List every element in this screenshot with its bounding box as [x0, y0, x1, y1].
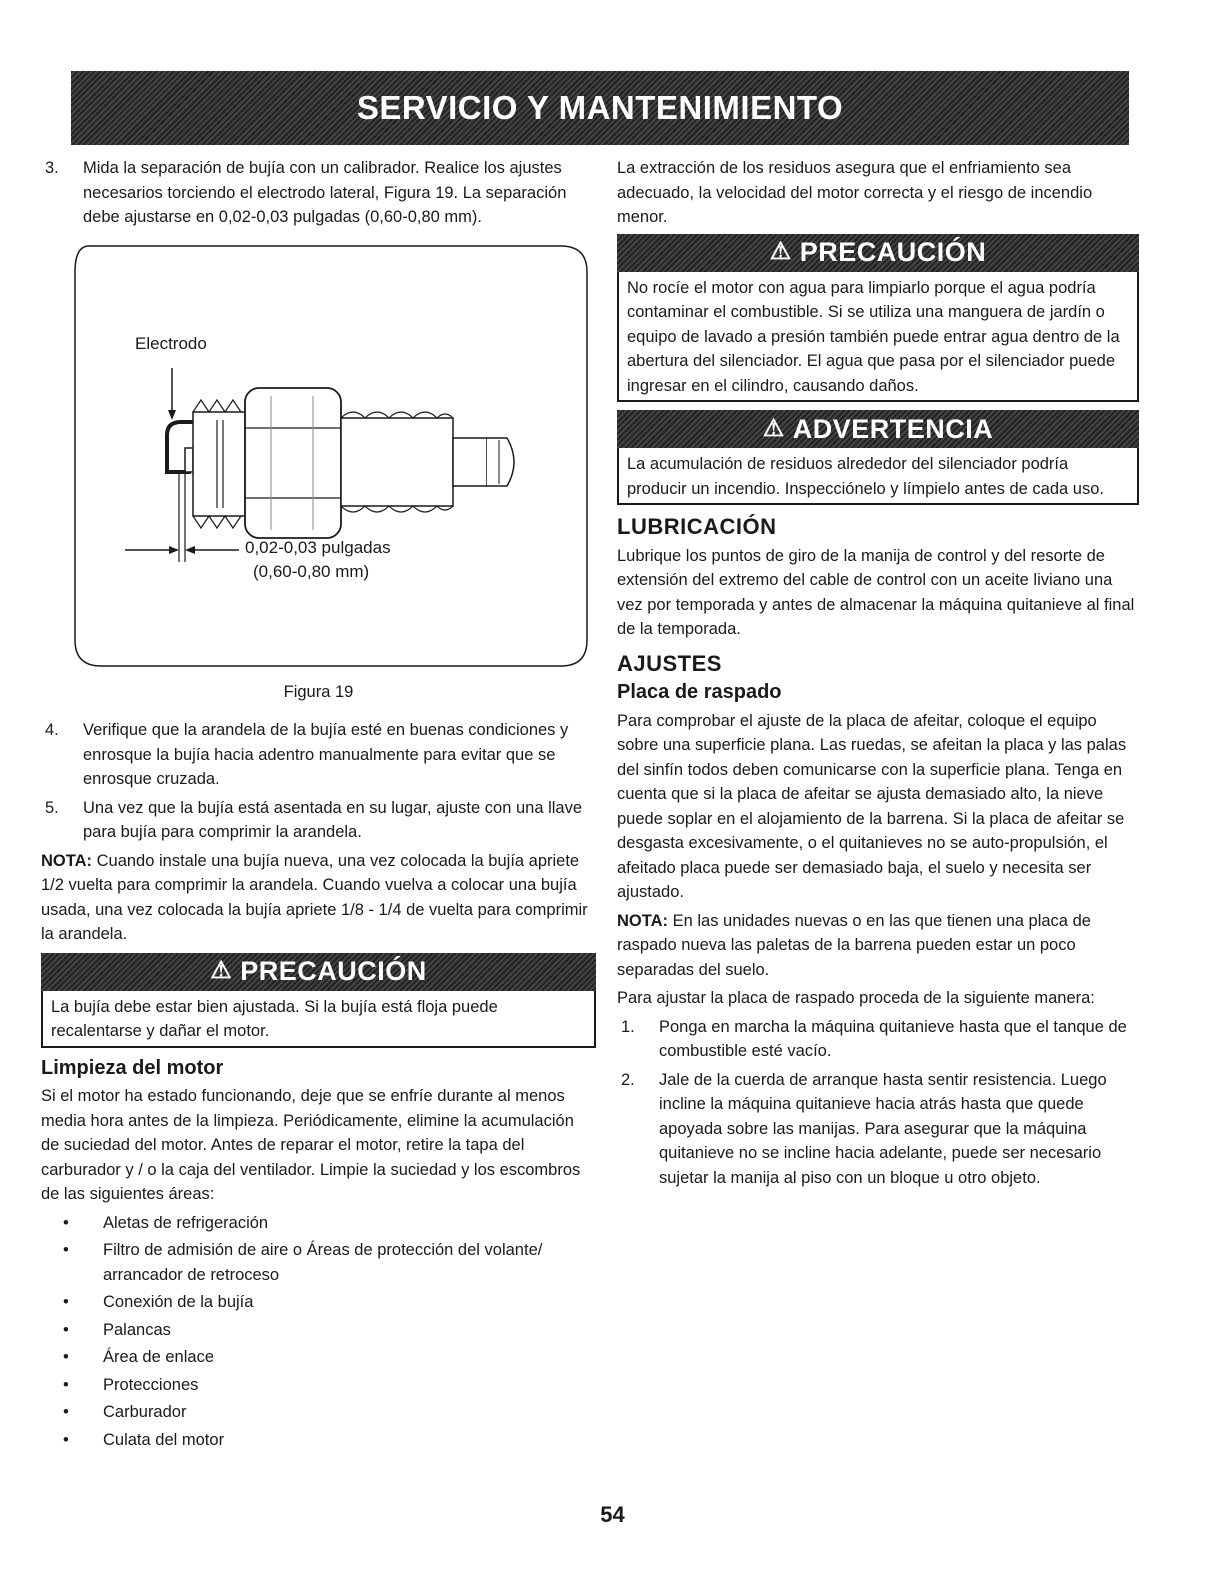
bullet-icon: •: [63, 1320, 69, 1339]
list-item: [41, 1290, 596, 1315]
figure-19: [41, 240, 597, 670]
caution-title: PRECAUCIÓN: [799, 237, 987, 268]
spark-plug-diagram: [41, 240, 597, 670]
note-label: NOTA:: [617, 911, 669, 930]
caution-title: PRECAUCIÓN: [240, 956, 427, 987]
list-item-text: Culata del motor: [103, 1430, 225, 1449]
caution-header: [617, 234, 1139, 272]
list-item-text: Protecciones: [103, 1375, 199, 1394]
list-item: [41, 1318, 596, 1343]
procedure-intro: Para ajustar la placa de raspado proceda de la siguiente manera:: [617, 989, 1095, 1007]
note-paragraph: [41, 849, 596, 947]
list-item-text: Carburador: [103, 1403, 187, 1421]
caution-box: [41, 991, 596, 1048]
lubrication-heading: LUBRICACIÓN: [617, 514, 777, 539]
note-label: NOTA:: [41, 851, 93, 870]
bullet-icon: •: [63, 1375, 69, 1394]
left-column: [41, 156, 596, 1455]
step-2: [617, 1068, 1139, 1191]
bullet-icon: •: [63, 1241, 69, 1259]
list-item-text: Filtro de admisión de aire o Áreas de protección del volante/ arrancador de retroceso: [103, 1241, 543, 1284]
note-text: Cuando instale una bujía nueva, una vez colocada la bujía apriete 1/2 vuelta para comprimir la arandela. Cuando vuelva a colocar una bujía usada, una vez colocada la bujía apriete 1/8 - 1/4 de vuelta para comprimir la arandela.: [41, 851, 588, 943]
debris-intro: La extracción de los residuos asegura que el enfriamiento sea adecuado, la velocidad del motor correcta y el riesgo de incendio menor.: [617, 159, 1093, 226]
bullet-icon: •: [63, 1213, 69, 1232]
step-text: Mida la separación de bujía con un calibrador. Realice los ajustes necesarios torciendo el electrodo lateral, Figura 19. La separación debe ajustarse en 0,02-0,03 pulgadas (0,60-0,80 mm).: [83, 159, 567, 226]
bullet-icon: •: [63, 1348, 69, 1366]
page-title: SERVICIO Y MANTENIMIENTO: [356, 89, 844, 126]
list-item: [41, 1428, 596, 1453]
step-5: [41, 796, 596, 845]
list-item: [41, 1238, 596, 1287]
step-number: 1.: [621, 1017, 635, 1036]
label-gap-mm: (0,60-0,80 mm): [253, 561, 370, 581]
scraper-plate-heading: Placa de raspado: [617, 681, 782, 703]
lubrication-text: Lubrique los puntos de giro de la manija de control y del resorte de extensión del extremo del cable de control con un aceite liviano una vez por temporada y antes de almacenar la máquina quitanieve al final de la temporada.: [617, 546, 1135, 638]
caution-text: No rocíe el motor con agua para limpiarlo porque el agua podría contaminar el combustible. Si se utiliza una manguera de jardín o equipo de lavado a presión también puede entrar agua dentro de la abertura del silenciador. El agua que pasa por el silenciador puede ingresar en el cilindro, causando daños.: [627, 278, 1120, 395]
adjustments-heading: AJUSTES: [617, 650, 722, 676]
step-number: 2.: [621, 1070, 635, 1089]
engine-cleaning-text: Si el motor ha estado funcionando, deje que se enfríe durante al menos media hora antes de la limpieza. Periódicamente, elimine la acumulación de suciedad del motor. Antes de reparar el motor, retire la tapa del carburador y / o la caja del ventilador. Limpie la suciedad y los escombros de las siguientes áreas:: [41, 1087, 581, 1203]
caution-header: [41, 953, 596, 991]
note-paragraph: [617, 909, 1139, 983]
list-item-text: Área de enlace: [103, 1348, 214, 1366]
bullet-icon: •: [63, 1293, 69, 1311]
warning-text: La acumulación de residuos alrededor del silenciador podría producir un incendio. Inspecciónelo y límpielo antes de cada uso.: [627, 455, 1104, 498]
list-item: [41, 1400, 596, 1425]
warning-triangle-icon: ⚠: [769, 238, 792, 266]
scraper-plate-text: Para comprobar el ajuste de la placa de afeitar, coloque el equipo sobre una superficie plana. Las ruedas, se afeitan la placa y las palas del sinfín todos deben comunicarse con la superficie plana. Tenga en cuenta que si la placa de afeitar se ajusta demasiado alto, la nieve puede soplar en el alojamiento de la barrena. Si la placa de afeitar se desgasta excesivamente, o el quitanieves no se auto-propulsión, el afeitado placa puede ser demasiado baja, el suelo y necesita ser ajustado.: [617, 711, 1127, 901]
list-item-text: Aletas de refrigeración: [103, 1213, 269, 1232]
label-electrode: Electrodo: [135, 333, 207, 353]
step-text: Ponga en marcha la máquina quitanieve hasta que el tanque de combustible esté vacío.: [659, 1017, 1127, 1060]
figure-caption: Figura 19: [283, 682, 354, 701]
step-text: Verifique que la arandela de la bujía esté en buenas condiciones y enrosque la bujía hacia adentro manualmente para evitar que se enrosque cruzada.: [83, 721, 569, 788]
caution-text: La bujía debe estar bien ajustada. Si la bujía está floja puede recalentarse y dañar el motor.: [51, 997, 498, 1040]
list-item: [41, 1211, 596, 1236]
step-text: Una vez que la bujía está asentada en su lugar, ajuste con una llave para bujía para comprimir la arandela.: [83, 798, 583, 841]
warning-triangle-icon: ⚠: [210, 957, 233, 985]
cleaning-areas-list: [41, 1211, 596, 1453]
label-gap-inches: 0,02-0,03 pulgadas: [245, 537, 391, 557]
section-banner: [71, 71, 1129, 145]
step-text: Jale de la cuerda de arranque hasta sentir resistencia. Luego incline la máquina quitanieve hacia atrás hasta que quede apoyada sobre las manijas. Para asegurar que la máquina quitanieve no se incline hacia adelante, puede ser necesario sujetar la manija al piso con un bloque u otro objeto.: [659, 1070, 1107, 1187]
step-3: [41, 156, 596, 230]
step-number: 5.: [45, 798, 59, 817]
warning-title: ADVERTENCIA: [792, 413, 994, 444]
list-item: [41, 1373, 596, 1398]
warning-box: [617, 448, 1139, 505]
step-number: 3.: [45, 159, 59, 177]
warning-triangle-icon: ⚠: [762, 414, 785, 442]
list-item-text: Conexión de la bujía: [103, 1293, 254, 1311]
page-number: 54: [600, 1502, 625, 1527]
note-text: En las unidades nuevas o en las que tienen una placa de raspado nueva las paletas de la barrena pueden estar un poco separadas del suelo.: [617, 911, 1091, 979]
right-column: [617, 156, 1139, 1194]
warning-header: [617, 410, 1139, 448]
bullet-icon: •: [63, 1430, 69, 1449]
list-item-text: Palancas: [103, 1320, 171, 1339]
engine-cleaning-heading: Limpieza del motor: [41, 1056, 224, 1079]
bullet-icon: •: [63, 1403, 69, 1421]
step-number: 4.: [45, 721, 59, 739]
step-4: [41, 718, 596, 792]
caution-box: [617, 272, 1139, 403]
step-1: [617, 1015, 1139, 1064]
list-item: [41, 1345, 596, 1370]
